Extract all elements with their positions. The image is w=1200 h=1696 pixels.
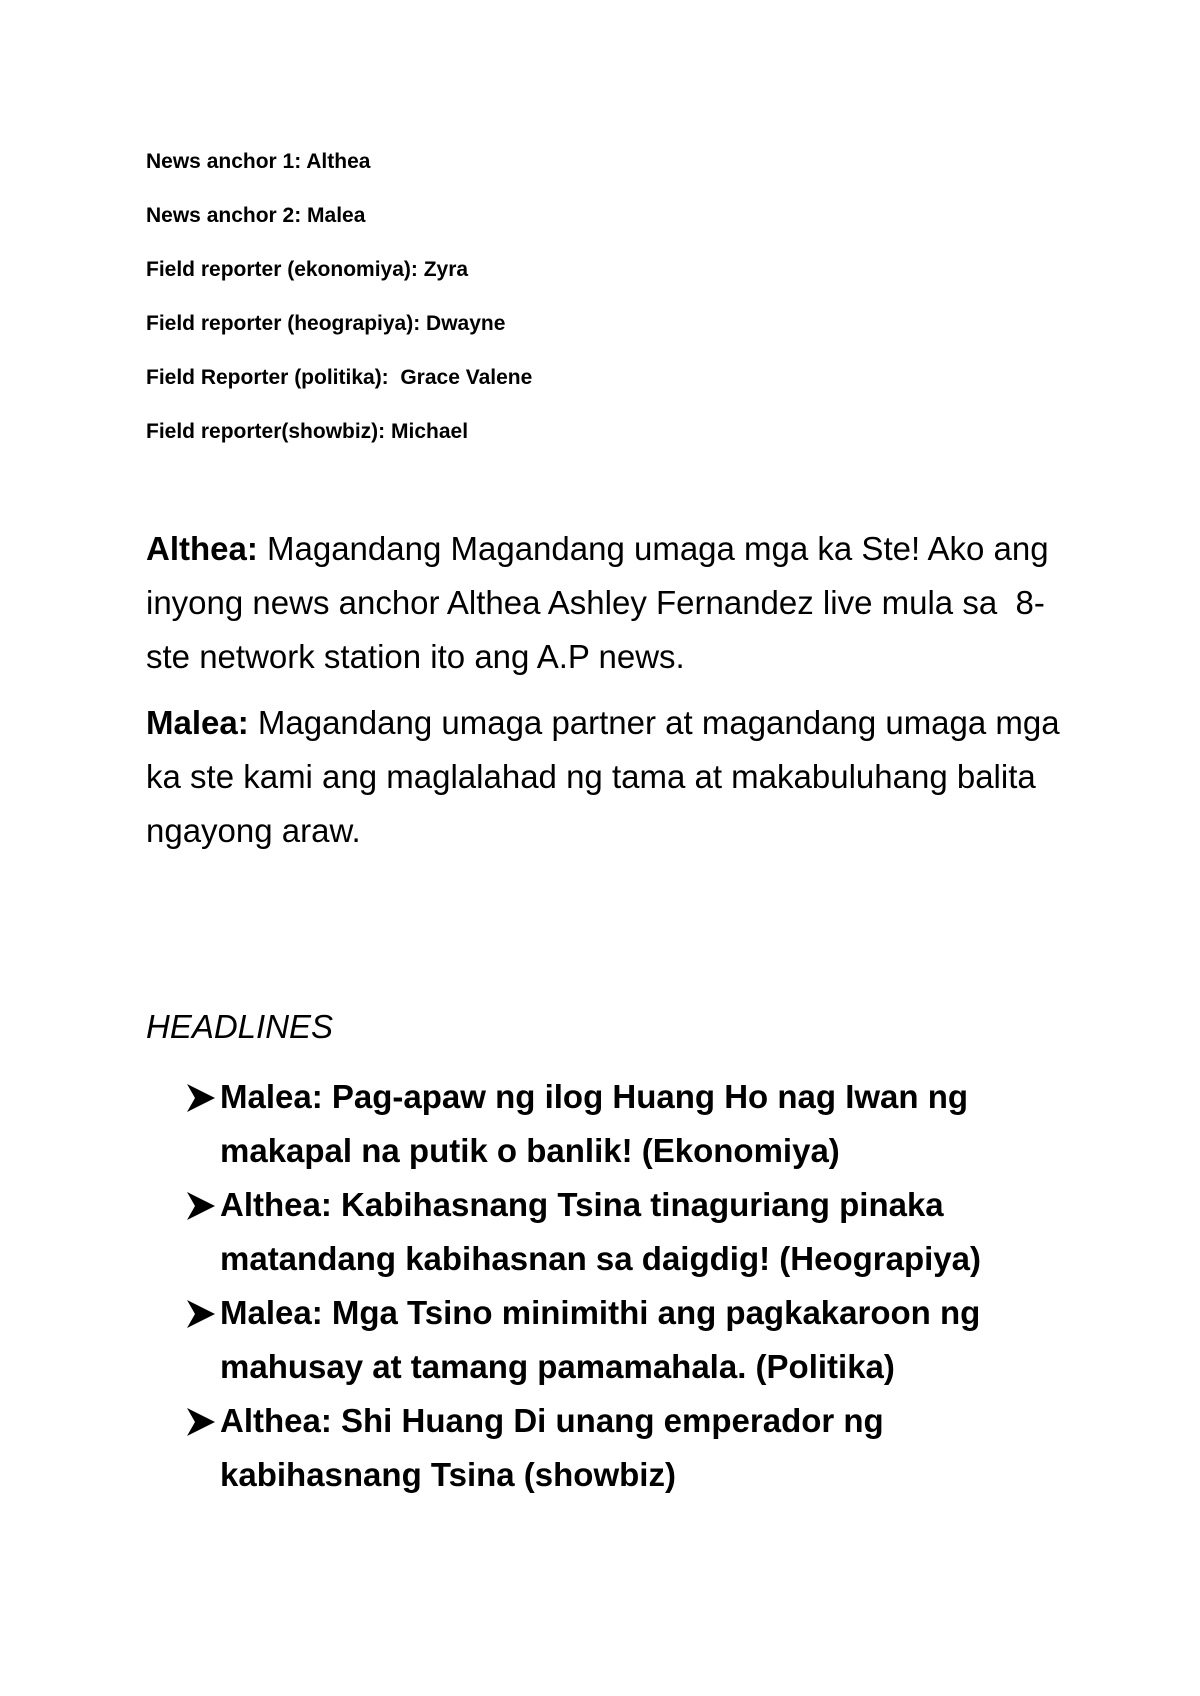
headlines-heading: HEADLINES	[146, 1008, 334, 1045]
headline-item	[146, 1394, 1066, 1502]
arrowhead-bullet-icon	[184, 1394, 218, 1448]
headline-item	[146, 1286, 1066, 1394]
speech-malea	[146, 696, 1069, 858]
speaker-name: Althea:	[146, 530, 258, 567]
speech-althea	[146, 522, 1066, 684]
speaker-name: Malea:	[146, 704, 249, 741]
speech-text: Magandang umaga partner at magandang umaga mga ka ste kami ang maglalahad ng tama at makabuluhang balita ngayong araw.	[146, 704, 1069, 849]
arrowhead-bullet-icon	[184, 1178, 218, 1232]
headline-text: Malea: Pag-apaw ng ilog Huang Ho nag Iwan ng makapal na putik o banlik! (Ekonomiya)	[220, 1078, 969, 1169]
cast-reporter-heograpiya: Field reporter (heograpiya): Dwayne	[146, 312, 506, 335]
cast-reporter-politika: Field Reporter (politika): Grace Valene	[146, 366, 533, 389]
arrowhead-bullet-icon	[184, 1070, 218, 1124]
arrowhead-bullet-icon	[184, 1286, 218, 1340]
cast-reporter-showbiz: Field reporter(showbiz): Michael	[146, 420, 469, 443]
headline-item	[146, 1070, 1066, 1178]
cast-list	[146, 148, 1046, 472]
script-body	[146, 522, 1069, 870]
headline-text: Althea: Kabihasnang Tsina tinaguriang pinaka matandang kabihasnan sa daigdig! (Heograpiya)	[220, 1186, 981, 1277]
headline-item	[146, 1178, 1066, 1286]
speech-text: Magandang Magandang umaga mga ka Ste! Ako ang inyong news anchor Althea Ashley Fernandez live mula sa 8-ste network station ito ang A.P news.	[146, 530, 1058, 675]
headline-text: Althea: Shi Huang Di unang emperador ng kabihasnang Tsina (showbiz)	[220, 1402, 884, 1493]
cast-anchor-2: News anchor 2: Malea	[146, 204, 366, 227]
headline-text: Malea: Mga Tsino minimithi ang pagkakaroon ng mahusay at tamang pamamahala. (Politika)	[220, 1294, 981, 1385]
cast-reporter-ekonomiya: Field reporter (ekonomiya): Zyra	[146, 258, 469, 281]
headlines-list	[146, 1070, 1066, 1502]
cast-anchor-1: News anchor 1: Althea	[146, 150, 371, 173]
